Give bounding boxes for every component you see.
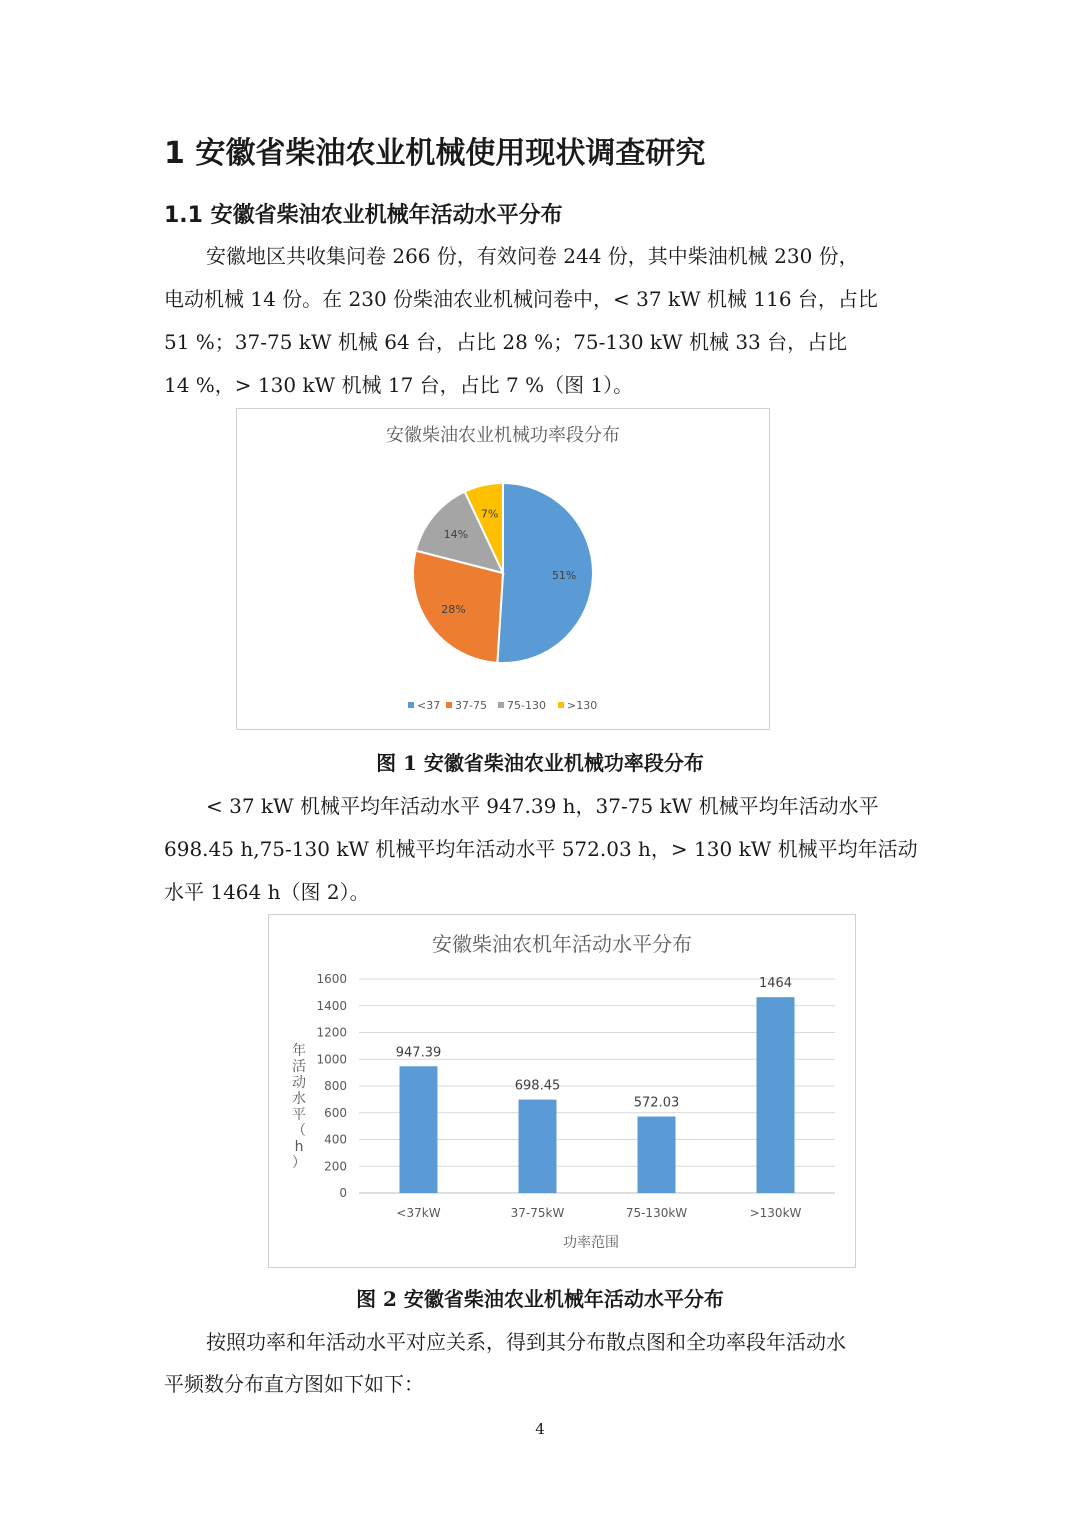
y-tick-label: 600 bbox=[324, 1105, 347, 1120]
x-tick-label: 37-75kW bbox=[510, 1206, 565, 1220]
paragraph-line: < 37 kW 机械平均年活动水平 947.39 h，37-75 kW 机械平均年活动水平 bbox=[206, 794, 879, 818]
pie-slice-label: 14% bbox=[443, 527, 469, 541]
y-axis-label-char: 平 bbox=[292, 1107, 306, 1123]
bar-value-label: 1464 bbox=[758, 976, 793, 992]
y-axis-label-char: 活 bbox=[292, 1059, 306, 1075]
x-tick-label: >130kW bbox=[749, 1206, 802, 1220]
figure2-bar-chart bbox=[268, 914, 856, 1268]
paragraph-line: 水平 1464 h（图 2）。 bbox=[164, 880, 370, 904]
paragraph-line: 电动机械 14 份。在 230 份柴油农业机械问卷中，< 37 kW 机械 116 台，占比 bbox=[164, 287, 878, 311]
y-tick-label: 200 bbox=[324, 1159, 347, 1174]
legend-label: >130 bbox=[567, 699, 598, 712]
pie-slice-label: 51% bbox=[551, 568, 577, 582]
bar-chart-xlabel: 功率范围 bbox=[563, 1235, 619, 1251]
figure1-pie-chart bbox=[236, 408, 770, 730]
pie-chart-svg bbox=[237, 409, 769, 729]
paragraph-line: 14 %，> 130 kW 机械 17 台，占比 7 %（图 1）。 bbox=[164, 373, 634, 397]
legend-swatch bbox=[408, 702, 414, 708]
paragraph-line: 平频数分布直方图如下如下： bbox=[164, 1372, 424, 1396]
bar-value-label: 947.39 bbox=[395, 1045, 442, 1061]
y-axis-label-char: 动 bbox=[292, 1075, 306, 1091]
section-heading: 1 安徽省柴油农业机械使用现状调查研究 bbox=[164, 136, 706, 171]
y-tick-label: 1000 bbox=[316, 1052, 347, 1067]
paragraph-line: 698.45 h,75-130 kW 机械平均年活动水平 572.03 h，> 130 kW 机械平均年活动 bbox=[164, 837, 918, 861]
paragraph-line: 51 %；37-75 kW 机械 64 台，占比 28 %；75-130 kW 机械 33 台，占比 bbox=[164, 330, 848, 354]
y-tick-label: 1600 bbox=[316, 972, 347, 986]
paragraph-line: 按照功率和年活动水平对应关系，得到其分布散点图和全功率段年活动水 bbox=[206, 1330, 846, 1354]
x-tick-label: <37kW bbox=[396, 1206, 441, 1220]
legend-label: 37-75 bbox=[455, 699, 487, 712]
y-axis-label-char: ） bbox=[292, 1155, 306, 1171]
y-tick-label: 800 bbox=[324, 1079, 347, 1093]
pie-chart-title: 安徽柴油农业机械功率段分布 bbox=[386, 425, 620, 446]
bar bbox=[757, 997, 795, 1193]
legend-label: <37 bbox=[417, 699, 441, 712]
bar-chart-svg bbox=[269, 915, 855, 1267]
bar bbox=[519, 1100, 557, 1193]
y-tick-label: 400 bbox=[324, 1132, 347, 1147]
subsection-heading: 1.1 安徽省柴油农业机械年活动水平分布 bbox=[164, 203, 563, 228]
y-axis-label-char: （ bbox=[292, 1123, 306, 1139]
pie-slice-label: 28% bbox=[441, 602, 466, 616]
legend-label: 75-130 bbox=[507, 699, 546, 712]
bar-value-label: 572.03 bbox=[633, 1095, 680, 1111]
x-tick-label: 75-130kW bbox=[625, 1206, 688, 1220]
pie-slice bbox=[497, 483, 593, 663]
bar-chart-title: 安徽柴油农机年活动水平分布 bbox=[432, 932, 692, 956]
y-tick-label: 1200 bbox=[316, 1025, 347, 1040]
legend-swatch bbox=[446, 702, 452, 708]
figure2-caption: 图 2 安徽省柴油农业机械年活动水平分布 bbox=[356, 1287, 724, 1311]
page-number: 4 bbox=[535, 1420, 545, 1438]
bar bbox=[400, 1066, 438, 1193]
bar bbox=[638, 1116, 676, 1193]
paragraph-line: 安徽地区共收集问卷 266 份，有效问卷 244 份，其中柴油机械 230 份， bbox=[206, 244, 859, 268]
pie-slice-label: 7% bbox=[480, 507, 499, 521]
figure1-caption: 图 1 安徽省柴油农业机械功率段分布 bbox=[376, 751, 704, 775]
y-axis-label-char: 水 bbox=[292, 1091, 306, 1107]
legend-swatch bbox=[558, 702, 564, 708]
y-tick-label: 0 bbox=[339, 1186, 347, 1200]
y-axis-label-char: h bbox=[294, 1139, 304, 1155]
bar-value-label: 698.45 bbox=[514, 1078, 561, 1094]
y-axis-label-char: 年 bbox=[292, 1043, 306, 1059]
y-tick-label: 1400 bbox=[316, 998, 347, 1013]
legend-swatch bbox=[498, 702, 504, 708]
